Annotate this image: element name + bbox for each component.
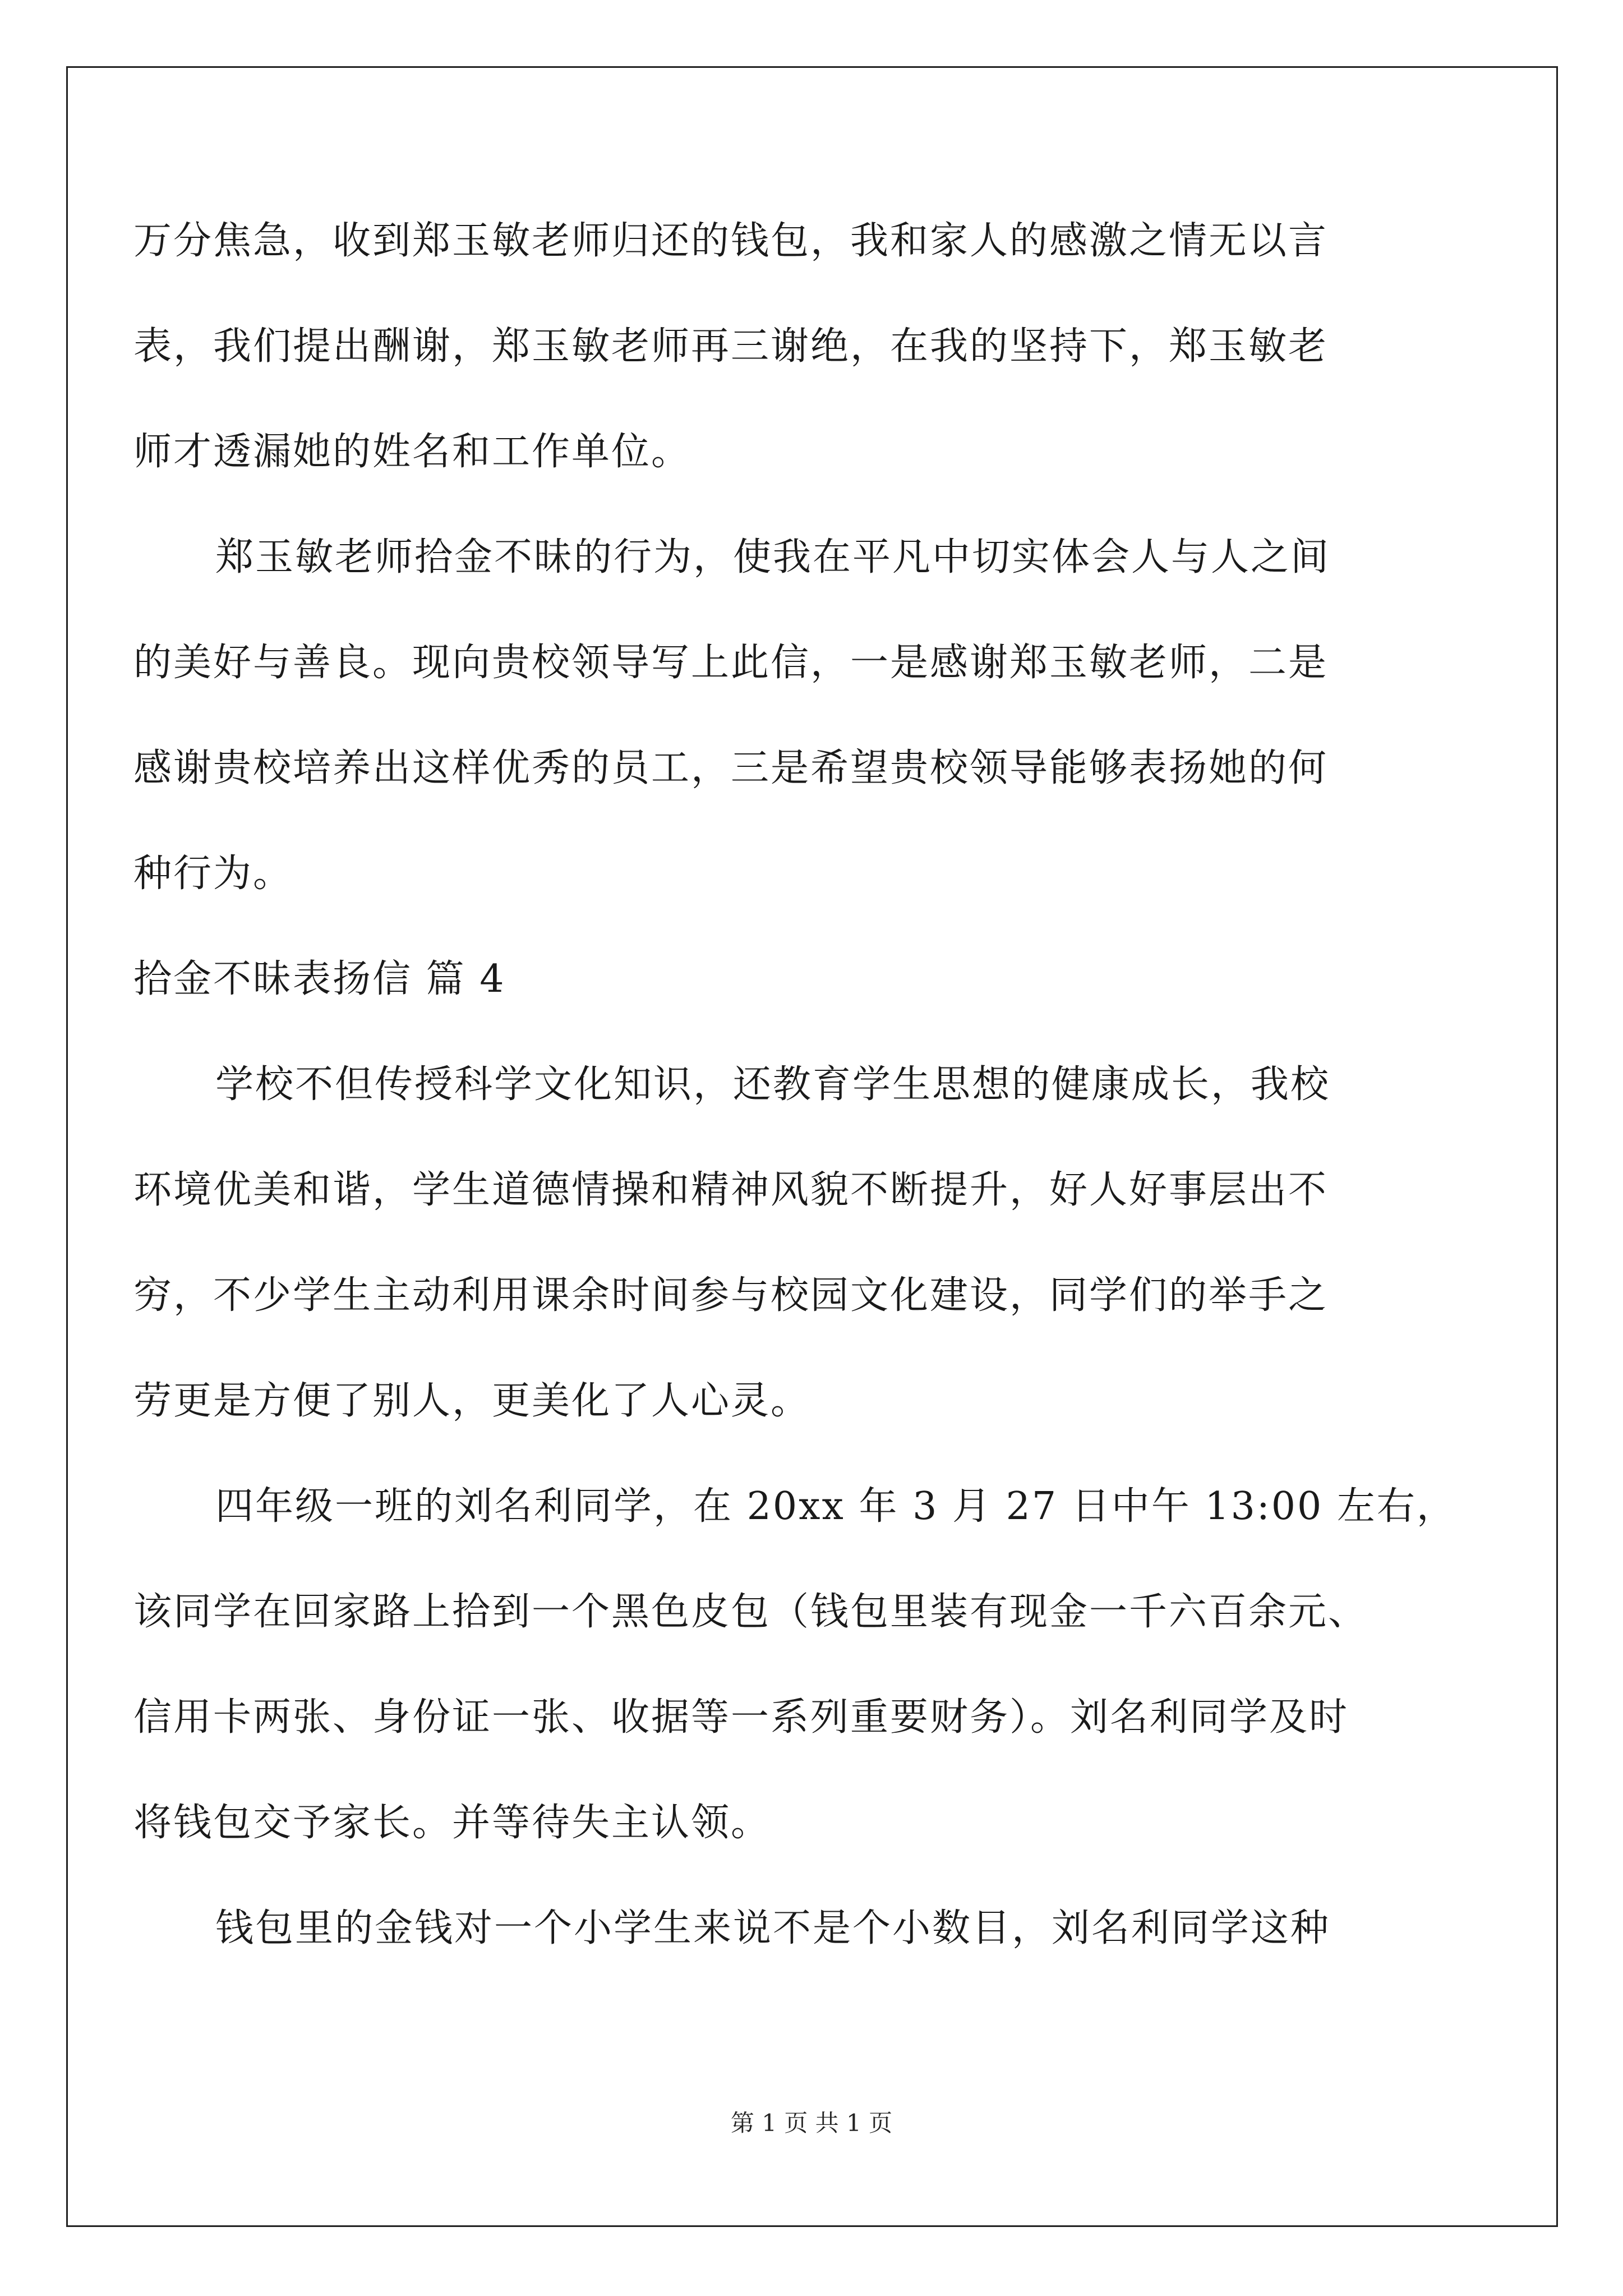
body-line: 该同学在回家路上拾到一个黑色皮包（钱包里装有现金一千六百余元、 (133, 1590, 1368, 1634)
paragraph-first-line: 郑玉敏老师拾金不昧的行为，使我在平凡中切实体会人与人之间 (215, 535, 1331, 579)
body-line: 将钱包交予家长。并等待失主认领。 (133, 1801, 771, 1845)
body-line: 穷，不少学生主动利用课余时间参与校园文化建设，同学们的举手之 (133, 1273, 1329, 1318)
body-line: 万分焦急，收到郑玉敏老师归还的钱包，我和家人的感激之情无以言 (133, 219, 1329, 263)
body-line: 的美好与善良。现向贵校领导写上此信，一是感谢郑玉敏老师，二是 (133, 641, 1329, 685)
body-line: 种行为。 (133, 852, 293, 896)
body-line: 信用卡两张、身份证一张、收据等一系列重要财务）。刘名利同学及时 (133, 1695, 1349, 1740)
section-heading: 拾金不昧表扬信 篇 4 (133, 957, 506, 1001)
body-line: 表，我们提出酬谢，郑玉敏老师再三谢绝，在我的坚持下，郑玉敏老 (133, 324, 1329, 369)
page-footer: 第 1 页 共 1 页 (730, 2109, 893, 2137)
body-line: 环境优美和谐，学生道德情操和精神风貌不断提升，好人好事层出不 (133, 1168, 1329, 1212)
paragraph-first-line: 钱包里的金钱对一个小学生来说不是个小数目，刘名利同学这种 (215, 1906, 1331, 1950)
paragraph-first-line: 四年级一班的刘名利同学，在 20xx 年 3 月 27 日中午 13:00 左右， (215, 1484, 1456, 1529)
body-line: 感谢贵校培养出这样优秀的员工，三是希望贵校领导能够表扬她的何 (133, 746, 1329, 790)
body-line: 劳更是方便了别人，更美化了人心灵。 (133, 1379, 811, 1423)
paragraph-first-line: 学校不但传授科学文化知识，还教育学生思想的健康成长，我校 (215, 1062, 1331, 1107)
page-border (66, 66, 1558, 2227)
body-line: 师才透漏她的姓名和工作单位。 (133, 430, 691, 474)
